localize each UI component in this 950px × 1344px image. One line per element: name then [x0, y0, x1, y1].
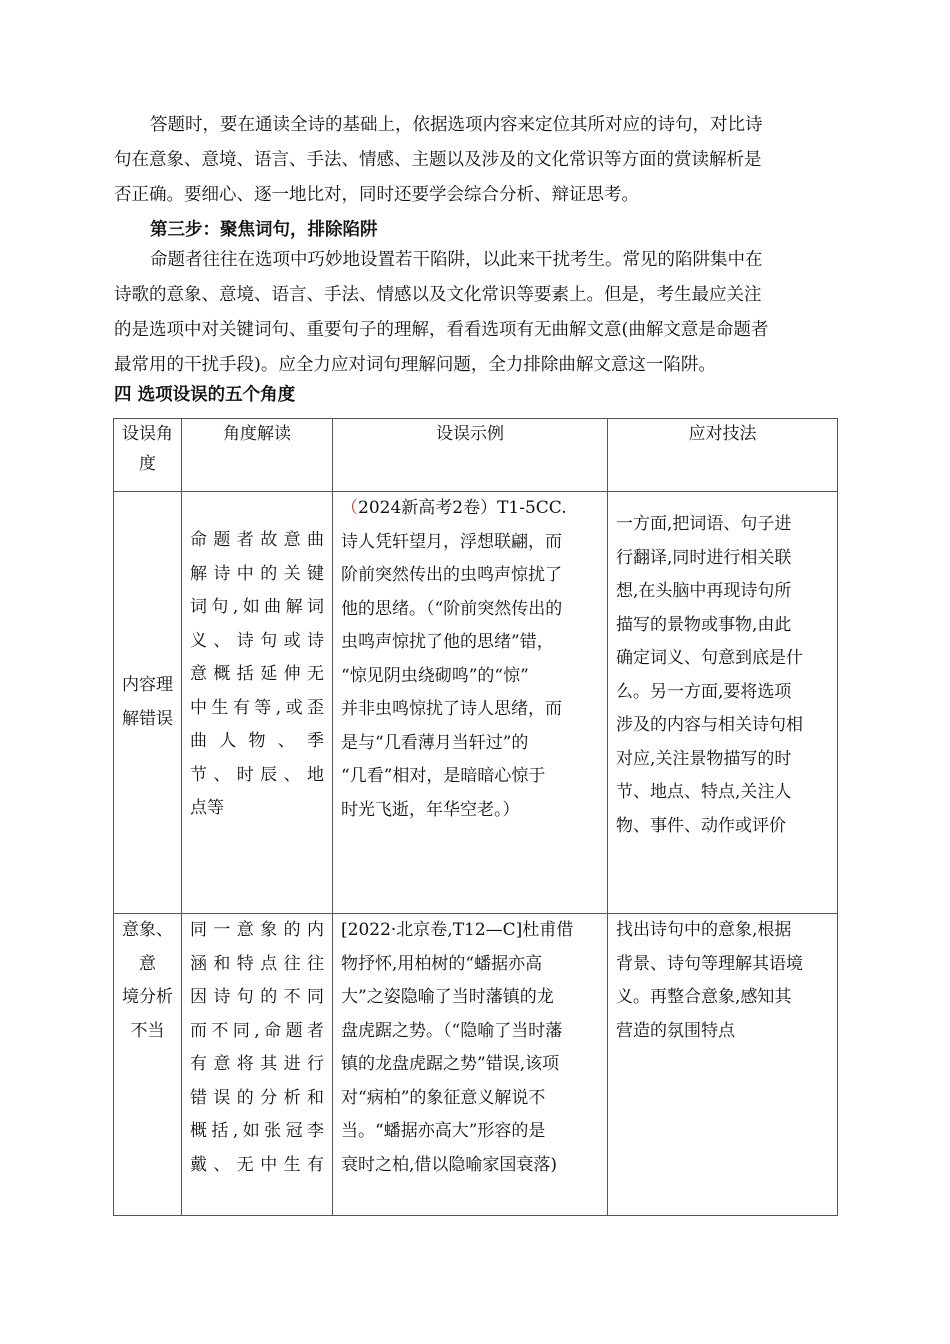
- header-example: 设误示例: [333, 419, 608, 492]
- technique-cell: 找出诗句中的意象,根据 背景、诗句等理解其语境 义。再整合意象,感知其 营造的氛围特点: [608, 914, 838, 1216]
- angle-cell: 内容理 解错误: [114, 492, 182, 914]
- header-reading: 角度解读: [182, 419, 333, 492]
- header-angle: 设误角 度: [114, 419, 182, 492]
- reading-cell: 同一意象的内 涵和特点往往 因诗句的不同 而不同,命题者 有意将其进行 错误的分析和 概括,如张冠李 戴、无中生有: [182, 914, 333, 1216]
- text-line: 诗歌的意象、意境、语言、手法、情感以及文化常识等要素上。但是，考生最应关注: [114, 285, 762, 305]
- text-line: 答题时，要在通读全诗的基础上，依据选项内容来定位其所对应的诗句，对比诗: [150, 115, 763, 135]
- text-line: 命题者往往在选项中巧妙地设置若干陷阱，以此来干扰考生。常见的陷阱集中在: [150, 250, 763, 270]
- example-cell: （2024新高考2卷）T1-5CC. 诗人凭轩望月，浮想联翩，而 阶前突然传出的虫鸣声惊扰了 他的思绪。（“阶前突然传出的 虫鸣声惊扰了他的思绪”错， “惊见阴虫绕砌鸣”的“惊” 并非虫鸣惊扰了诗人思绪，而 是与“几看薄月当轩过”的 “几看”相对，是暗暗心惊于 时光飞逝，年华空老。）: [333, 492, 608, 914]
- header-technique: 应对技法: [608, 419, 838, 492]
- technique-cell: 一方面,把词语、句子进 行翻译,同时进行相关联 想,在头脑中再现诗句所 描写的景物或事物,由此 确定词义、句意到底是什 么。另一方面,要将选项 涉及的内容与相关诗句相 对应,关注景物描写的时 节、地点、特点,关注人 物、事件、动作或评价: [608, 492, 838, 914]
- intro-paragraph: [114, 108, 836, 213]
- step3-heading: 第三步：聚焦词句，排除陷阱: [150, 220, 378, 240]
- angle-cell: 意象、 意 境分析 不当: [114, 914, 182, 1216]
- table-row: [114, 914, 838, 1216]
- text-line: 最常用的干扰手段)。应全力应对词句理解问题，全力排除曲解文意这一陷阱。: [114, 355, 716, 375]
- example-cell: [2022·北京卷,T12—C]杜甫借 物抒怀,用柏树的“蟠据亦高 大”之姿隐喻了当时藩镇的龙 盘虎踞之势。（“隐喻了当时藩 镇的龙盘虎踞之势”错误,该项 对“病柏”的象征意义解说不 当。“蟠据亦高大”形容的是 衰时之柏,借以隐喻家国衰落): [333, 914, 608, 1216]
- text-line: 句在意象、意境、语言、手法、情感、主题以及涉及的文化常识等方面的赏读解析是: [114, 150, 762, 170]
- text-line: 的是选项中对关键词句、重要句子的理解，看看选项有无曲解文意(曲解文意是命题者: [114, 320, 769, 340]
- reading-cell: 命题者故意曲 解诗中的关键 词句,如曲解词 义、诗句或诗 意概括延伸无 中生有等,或歪 曲人物、季 节、时辰、地 点等: [182, 492, 333, 914]
- table-row: [114, 492, 838, 914]
- text-line: 否正确。要细心、逐一地比对，同时还要学会综合分析、辩证思考。: [114, 185, 639, 205]
- example-source: （2024新高考2卷）T1-5CC.: [341, 498, 567, 518]
- table-header-row: [114, 419, 838, 492]
- error-angles-table: [113, 418, 838, 1216]
- section-title: 四 选项设误的五个角度: [114, 385, 296, 405]
- trap-paragraph: [114, 243, 836, 383]
